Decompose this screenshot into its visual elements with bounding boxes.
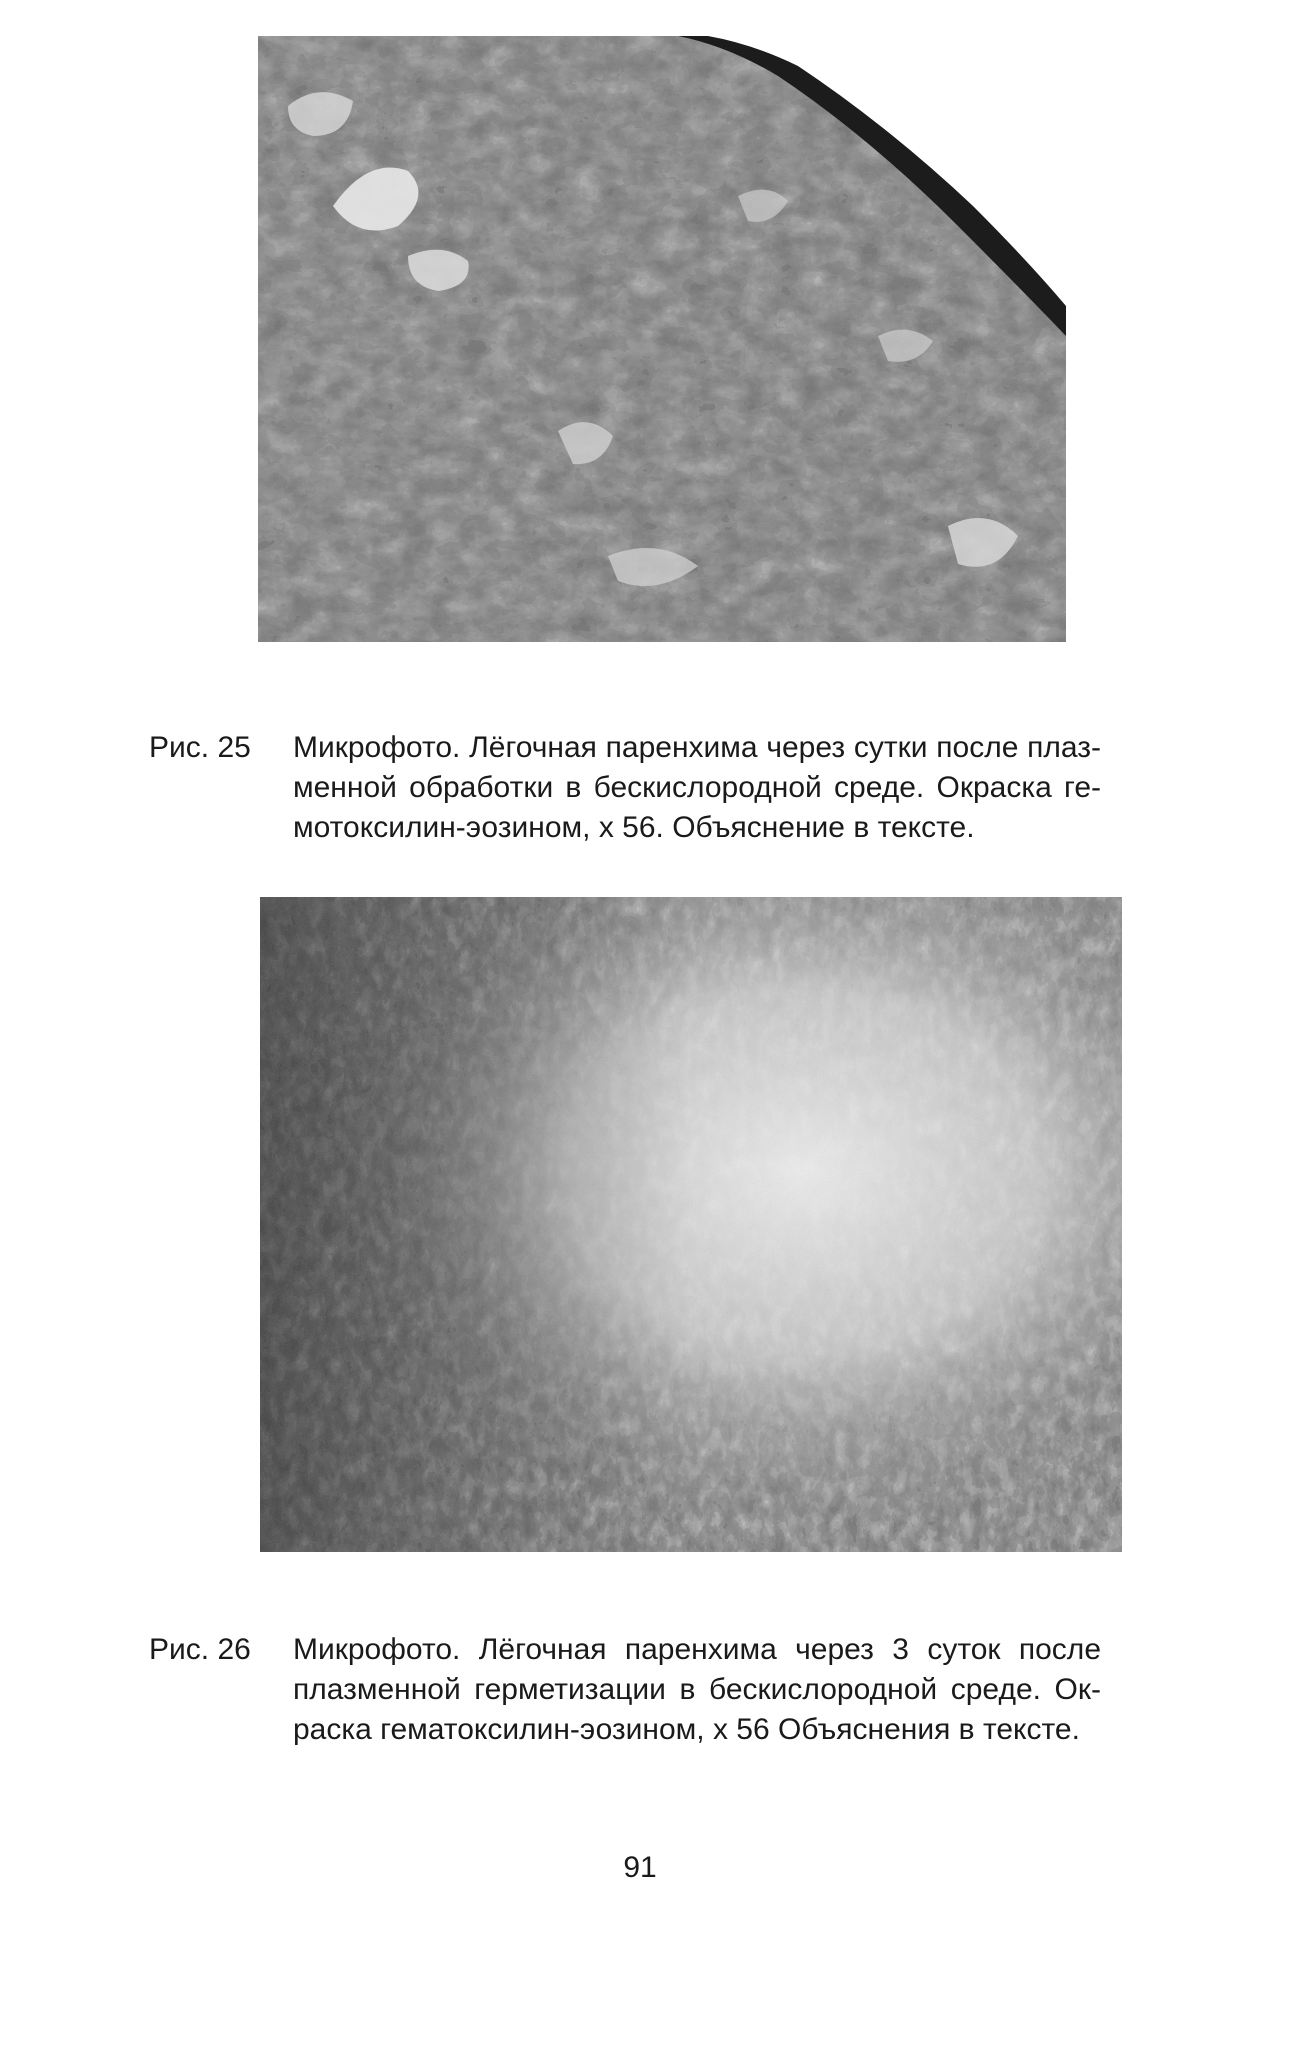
caption-line: Микрофото. Лёгочная паренхима через 3 суток после xyxy=(293,1633,1101,1666)
caption-line: менной обработки в бескислородной среде. Окраска ге- xyxy=(293,771,1101,804)
page-number: 91 xyxy=(623,1851,657,1884)
caption-line: плазменной герметизации в бескислородной среде. Ок- xyxy=(293,1673,1101,1706)
caption-line: Микрофото. Лёгочная паренхима через сутки после плаз- xyxy=(293,731,1101,764)
figure-26-label: Рис. 26 xyxy=(149,1633,251,1666)
figure-25-caption-text xyxy=(293,728,1101,848)
lung-tissue-micrograph-2 xyxy=(260,897,1122,1552)
micrograph-figure-26 xyxy=(260,897,1122,1552)
caption-line: мотоксилин-эозином, х 56. Объяснение в тексте. xyxy=(293,811,975,844)
caption-line: раска гематоксилин-эозином, х 56 Объяснения в тексте. xyxy=(293,1713,1080,1746)
micrograph-figure-25 xyxy=(258,36,1066,642)
figure-25-caption xyxy=(149,728,1109,858)
figure-26-caption-text xyxy=(293,1630,1101,1750)
lung-tissue-micrograph-1 xyxy=(258,36,1066,642)
figure-26-caption xyxy=(149,1630,1109,1760)
figure-25-label: Рис. 25 xyxy=(149,731,251,764)
